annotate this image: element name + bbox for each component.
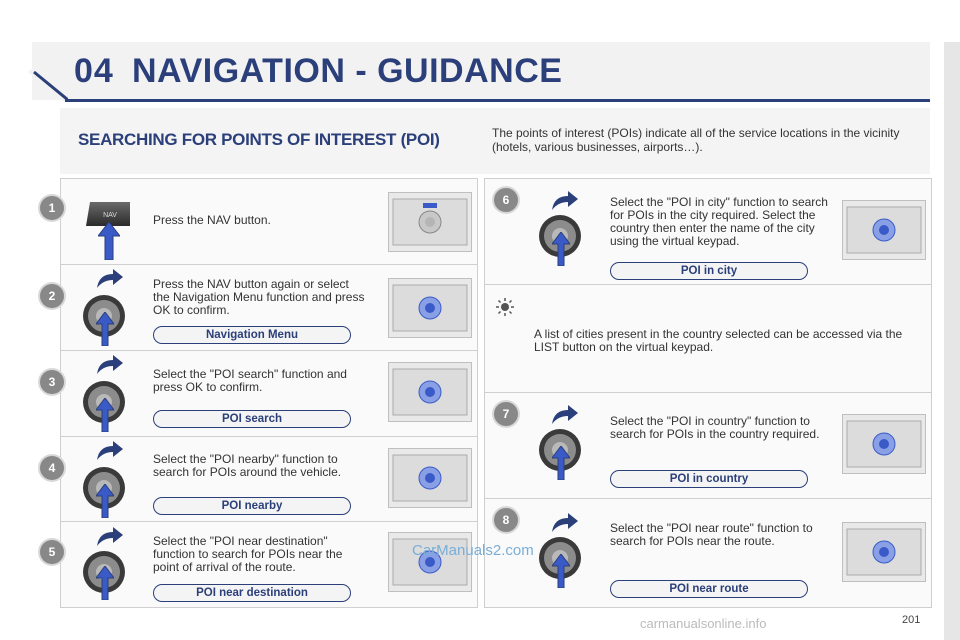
turn-arrow-icon bbox=[95, 440, 125, 462]
side-tab bbox=[944, 42, 960, 640]
radio-thumbnail bbox=[842, 200, 926, 260]
step-number-1: 1 bbox=[40, 196, 64, 220]
section-title: SEARCHING FOR POINTS OF INTEREST (POI) bbox=[78, 130, 440, 149]
radio-panel-icon bbox=[389, 279, 471, 337]
step-text-5: Select the "POI near destination" function to search for POIs near the point of arrival of the route. bbox=[153, 534, 343, 574]
tip-text: A list of cities present in the country selected can be accessed via the LIST button on the virtual keypad. bbox=[534, 327, 903, 354]
menu-label-poi-in-city: POI in city bbox=[610, 262, 808, 280]
header-underline bbox=[65, 99, 930, 102]
radio-thumbnail bbox=[842, 522, 926, 582]
step-number-5: 5 bbox=[40, 540, 64, 564]
menu-label-poi-nearby: POI nearby bbox=[153, 497, 351, 515]
press-arrow-icon bbox=[552, 554, 570, 588]
press-arrow-icon bbox=[552, 446, 570, 480]
step-number-7: 7 bbox=[494, 402, 518, 426]
menu-label-poi-near-route: POI near route bbox=[610, 580, 808, 598]
radio-panel-icon bbox=[389, 363, 471, 421]
chapter-number: 04 bbox=[74, 52, 114, 90]
step-number-3: 3 bbox=[40, 370, 64, 394]
turn-arrow-icon bbox=[550, 404, 580, 426]
page-number: 201 bbox=[902, 614, 921, 626]
section-intro: The points of interest (POIs) indicate all of the service locations in the vicinity (hotels, various businesses, airports…). bbox=[492, 126, 900, 154]
menu-label-poi-near-destination: POI near destination bbox=[153, 584, 351, 602]
step-text-1: Press the NAV button. bbox=[153, 213, 271, 227]
step-text-8: Select the "POI near route" function to search for POIs near the route. bbox=[610, 521, 813, 548]
step-number-2: 2 bbox=[40, 284, 64, 308]
radio-thumbnail bbox=[388, 448, 472, 508]
radio-thumbnail bbox=[388, 192, 472, 252]
menu-label-poi-search: POI search bbox=[153, 410, 351, 428]
radio-thumbnail bbox=[842, 414, 926, 474]
press-arrow-icon bbox=[96, 312, 114, 346]
step-number-8: 8 bbox=[494, 508, 518, 532]
turn-arrow-icon bbox=[550, 190, 580, 212]
divider bbox=[60, 521, 478, 522]
radio-thumbnail bbox=[388, 532, 472, 592]
divider bbox=[60, 436, 478, 437]
turn-arrow-icon bbox=[550, 512, 580, 534]
nav-button-label: NAV bbox=[103, 212, 117, 219]
footer-watermark: carmanualsonline.info bbox=[640, 616, 767, 631]
step-text-2: Press the NAV button again or select the Navigation Menu function and press OK to confirm. bbox=[153, 277, 365, 317]
watermark-link[interactable]: CarManuals2.com bbox=[412, 542, 534, 559]
step-text-3: Select the "POI search" function and press OK to confirm. bbox=[153, 367, 347, 394]
radio-thumbnail bbox=[388, 278, 472, 338]
radio-panel-icon bbox=[843, 523, 925, 581]
radio-panel-icon bbox=[389, 449, 471, 507]
step-text-7: Select the "POI in country" function to search for POIs in the country required. bbox=[610, 414, 820, 441]
divider bbox=[60, 350, 478, 351]
press-arrow-icon bbox=[96, 484, 114, 518]
sun-icon bbox=[496, 298, 514, 316]
step-number-4: 4 bbox=[40, 456, 64, 480]
menu-label-poi-in-country: POI in country bbox=[610, 470, 808, 488]
divider bbox=[484, 284, 932, 285]
menu-label-navigation-menu: Navigation Menu bbox=[153, 326, 351, 344]
page-title: NAVIGATION - GUIDANCE bbox=[132, 52, 563, 90]
step-text-4: Select the "POI nearby" function to search for POIs around the vehicle. bbox=[153, 452, 342, 479]
press-arrow-icon bbox=[98, 222, 120, 260]
divider bbox=[484, 392, 932, 393]
radio-panel-icon bbox=[389, 193, 471, 251]
divider bbox=[484, 498, 932, 499]
radio-thumbnail bbox=[388, 362, 472, 422]
press-arrow-icon bbox=[96, 566, 114, 600]
divider bbox=[60, 264, 478, 265]
turn-arrow-icon bbox=[95, 526, 125, 548]
turn-arrow-icon bbox=[95, 268, 125, 290]
step-text-6: Select the "POI in city" function to search for POIs in the city required. Select the country then enter the name of the city using the virtual keypad. bbox=[610, 195, 828, 248]
header-corner bbox=[28, 42, 68, 102]
radio-panel-icon bbox=[843, 201, 925, 259]
press-arrow-icon bbox=[96, 398, 114, 432]
step-number-6: 6 bbox=[494, 188, 518, 212]
press-arrow-icon bbox=[552, 232, 570, 266]
radio-panel-icon bbox=[843, 415, 925, 473]
turn-arrow-icon bbox=[95, 354, 125, 376]
